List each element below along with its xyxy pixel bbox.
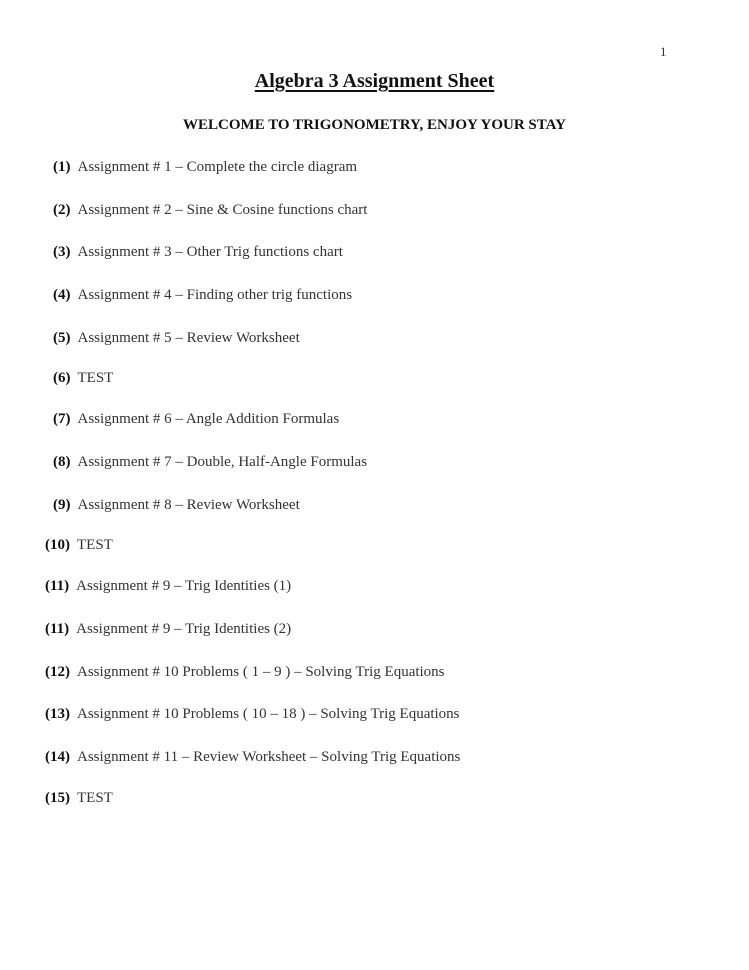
list-item (53, 497, 300, 514)
item-text: Assignment # 9 – Trig Identities (1) (76, 578, 292, 594)
item-number: (13) (45, 706, 70, 722)
list-item (53, 202, 367, 219)
item-text: Assignment # 3 – Other Trig functions chart (77, 244, 343, 260)
list-item (53, 411, 339, 428)
item-number: (11) (45, 621, 70, 637)
item-number: (2) (53, 202, 71, 218)
page-subtitle: WELCOME TO TRIGONOMETRY, ENJOY YOUR STAY (183, 117, 566, 133)
item-number: (5) (53, 330, 71, 346)
item-text: TEST (77, 790, 113, 806)
list-item (45, 537, 113, 554)
list-item (45, 621, 291, 638)
list-item (45, 706, 460, 723)
item-number: (9) (53, 497, 71, 513)
item-text: Assignment # 2 – Sine & Cosine functions chart (77, 202, 368, 218)
list-item (45, 749, 460, 766)
item-number: (1) (53, 159, 71, 175)
item-text: Assignment # 8 – Review Worksheet (77, 497, 300, 513)
item-text: Assignment # 4 – Finding other trig functions (77, 287, 353, 303)
list-item (53, 454, 367, 471)
item-number: (14) (45, 749, 70, 765)
item-text: Assignment # 11 – Review Worksheet – Solving Trig Equations (77, 749, 461, 765)
item-number: (11) (45, 578, 70, 594)
item-number: (10) (45, 537, 70, 553)
item-number: (4) (53, 287, 71, 303)
item-text: Assignment # 1 – Complete the circle diagram (77, 159, 358, 175)
item-number: (6) (53, 370, 71, 386)
item-text: TEST (77, 370, 114, 386)
item-text: TEST (77, 537, 113, 553)
list-item (45, 790, 113, 807)
list-item (45, 578, 291, 595)
item-text: Assignment # 7 – Double, Half-Angle Formulas (77, 454, 368, 470)
item-number: (12) (45, 664, 70, 680)
list-item (45, 664, 445, 681)
page-title: Algebra 3 Assignment Sheet (254, 70, 495, 92)
item-text: Assignment # 10 Problems ( 10 – 18 ) – Solving Trig Equations (77, 706, 460, 722)
list-item (53, 159, 357, 176)
item-text: Assignment # 10 Problems ( 1 – 9 ) – Solving Trig Equations (77, 664, 445, 680)
list-item (53, 287, 352, 304)
item-number: (8) (53, 454, 71, 470)
list-item (53, 244, 343, 261)
item-text: Assignment # 6 – Angle Addition Formulas (77, 411, 340, 427)
item-text: Assignment # 9 – Trig Identities (2) (76, 621, 292, 637)
item-text: Assignment # 5 – Review Worksheet (77, 330, 300, 346)
item-number: (15) (45, 790, 70, 806)
item-number: (7) (53, 411, 71, 427)
page-number: 1 (660, 44, 667, 59)
item-number: (3) (53, 244, 71, 260)
list-item (53, 330, 300, 347)
list-item (53, 370, 113, 387)
